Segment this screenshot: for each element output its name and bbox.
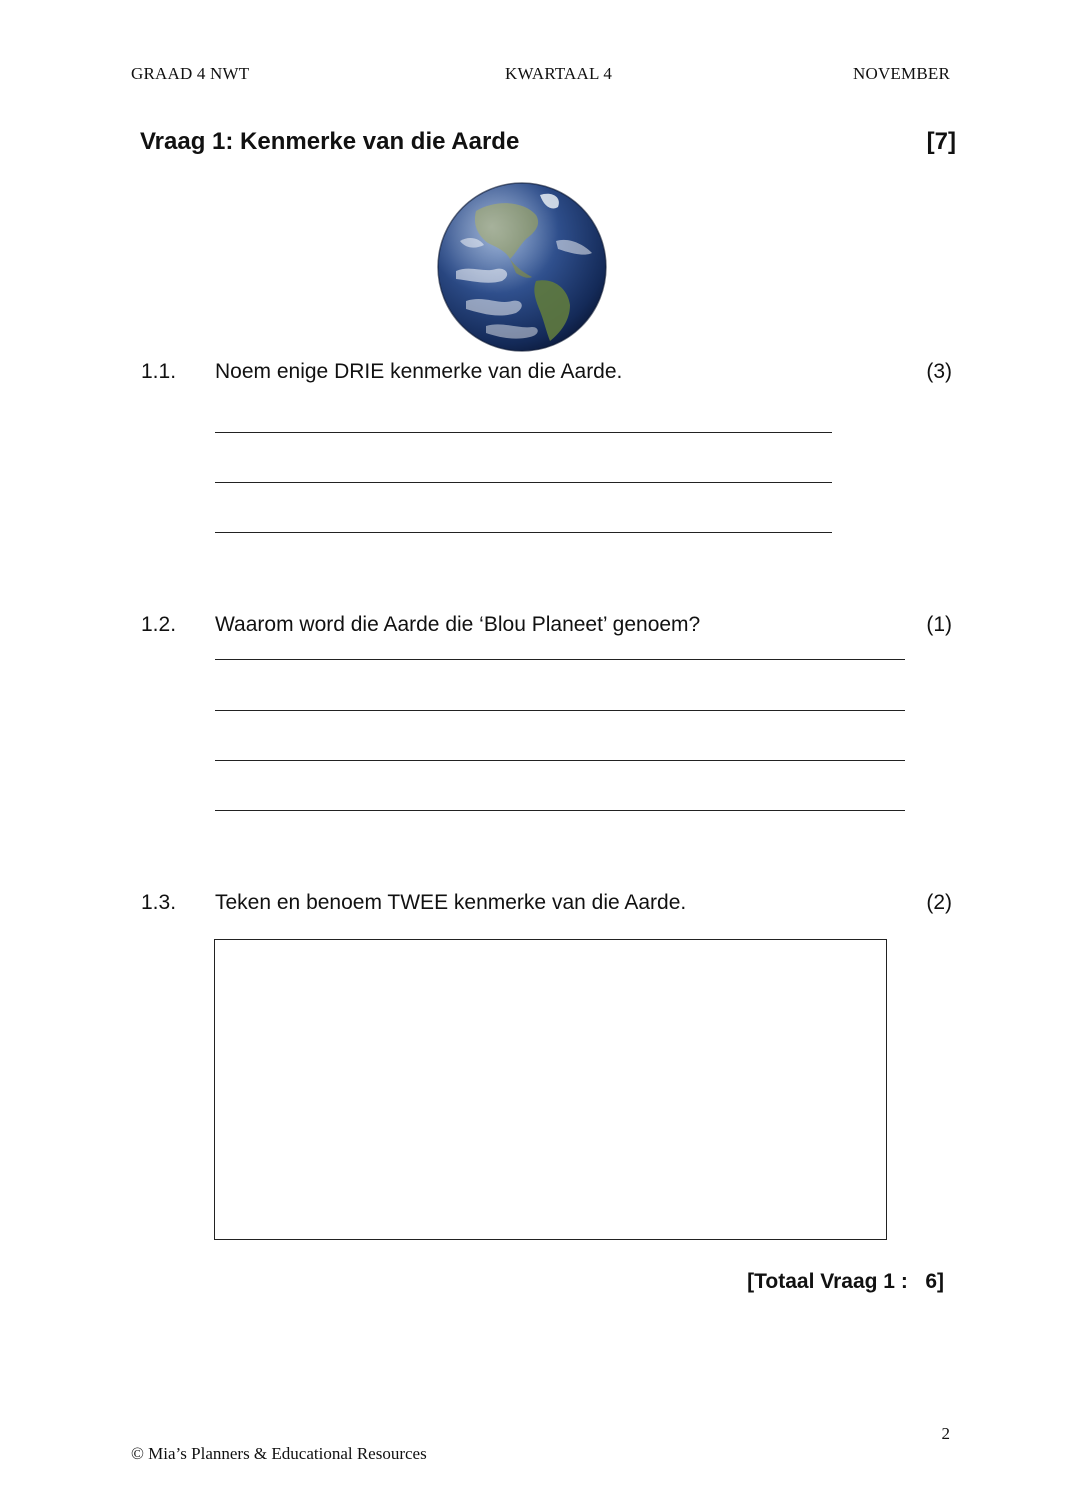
item-2-number: 1.2. [141,613,177,636]
answer-line[interactable] [215,432,832,433]
copyright-footer: © Mia’s Planners & Educational Resources [131,1444,427,1463]
answer-line[interactable] [215,532,832,533]
item-3-marks: (2) [926,891,952,914]
item-1-number: 1.1. [141,360,177,383]
answer-line[interactable] [215,659,905,660]
header-month: NOVEMBER [853,64,950,83]
header-term: KWARTAAL 4 [505,64,613,83]
item-2-marks: (1) [926,613,952,636]
page-number: 2 [941,1424,950,1443]
question-total-marks: [7] [926,128,956,155]
question-title: Vraag 1: Kenmerke van die Aarde [140,128,520,155]
answer-line[interactable] [215,760,905,761]
item-1-marks: (3) [926,360,952,383]
earth-globe-image [436,181,608,353]
answer-line[interactable] [215,810,905,811]
answer-line[interactable] [215,482,832,483]
header-grade: GRAAD 4 NWT [131,64,250,83]
item-3-text: Teken en benoem TWEE kenmerke van die Aarde. [215,891,687,914]
answer-line[interactable] [215,710,905,711]
drawing-box[interactable] [214,939,887,1240]
item-3-number: 1.3. [141,891,177,914]
item-1-text: Noem enige DRIE kenmerke van die Aarde. [215,360,623,383]
question-total: [Totaal Vraag 1 : 6] [747,1270,944,1293]
item-2-text: Waarom word die Aarde die ‘Blou Planeet’ genoem? [215,613,701,636]
